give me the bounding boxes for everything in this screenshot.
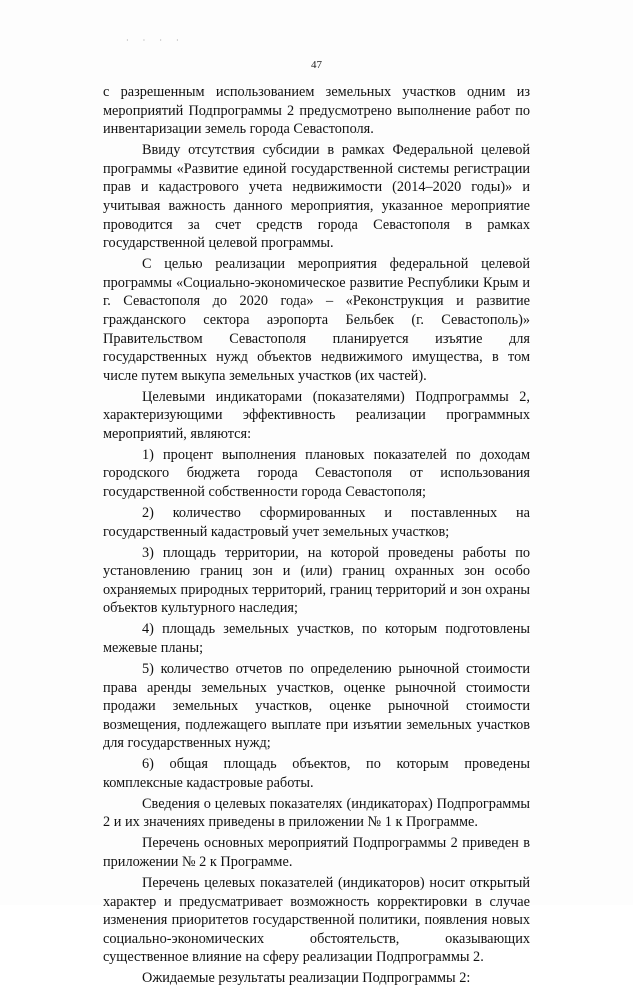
- paragraph: с разрешенным использованием земельных участков одним из мероприятий Подпрограммы 2 предусмотрено выполнение работ по инвентаризации земель города Севастополя.: [103, 84, 530, 138]
- list-item: 2) количество сформированных и поставленных на государственный кадастровый учет земельных участков;: [103, 505, 530, 540]
- list-item: 4) площадь земельных участков, по которым подготовлены межевые планы;: [103, 621, 530, 656]
- list-item: 3) площадь территории, на которой проведены работы по установлению границ зон и (или) границ охранных зон особо охраняемых природных территорий, границ территорий и зон охраны объектов культурного наследия;: [103, 544, 530, 617]
- paragraph: Перечень основных мероприятий Подпрограммы 2 приведен в приложении № 2 к Программе.: [103, 835, 530, 871]
- document-body: [103, 83, 530, 990]
- paragraph: Целевыми индикаторами (показателями) Подпрограммы 2, характеризующими эффективность реализации программных мероприятий, являются:: [103, 388, 530, 442]
- paragraph: Ожидаемые результаты реализации Подпрограммы 2:: [142, 970, 471, 987]
- paragraph: Ввиду отсутствия субсидии в рамках Федеральной целевой программы «Развитие единой государственной системы регистрации прав и кадастрового учета недвижимости (2014–2020 годы)» и учитывая важность данного мероприятия, указанное мероприятие проводится за счет средств города Севастополя в рамках государственной целевой программы.: [103, 142, 530, 252]
- paragraph: С целью реализации мероприятия федеральной целевой программы «Социально-экономическое развитие Республики Крым и г. Севастополя до 2020 года» – «Реконструкция и развитие гражданского сектора аэропорта Бельбек (г. Севастополь)» Правительством Севастополя планируется изъятие для государственных нужд объектов недвижимого имущества, в том числе путем выкупа земельных участков (их частей).: [103, 256, 530, 384]
- list-item: 5) количество отчетов по определению рыночной стоимости права аренды земельных участков, оценке рыночной стоимости продажи земельных участков, оценке рыночной стоимости возмещения, подлежащего выплате при изъятии земельных участков для государственных нужд;: [103, 660, 530, 752]
- page-number: 47: [311, 59, 322, 71]
- paragraph: Сведения о целевых показателях (индикаторах) Подпрограммы 2 и их значениях приведены в приложении № 1 к Программе.: [103, 795, 530, 831]
- list-item: 1) процент выполнения плановых показателей по доходам городского бюджета города Севастополя от использования государственной собственности города Севастополя;: [103, 446, 530, 501]
- scan-artifact-dots: · · · ·: [126, 36, 185, 45]
- paragraph: Перечень целевых показателей (индикаторов) носит открытый характер и предусматривает возможность корректировки в случае изменения приоритетов государственной политики, появления новых социально-экономических обстоятельств, оказывающих существенное влияние на сферу реализации Подпрограммы 2.: [103, 875, 530, 966]
- list-item: 6) общая площадь объектов, по которым проведены комплексные кадастровые работы.: [103, 756, 530, 791]
